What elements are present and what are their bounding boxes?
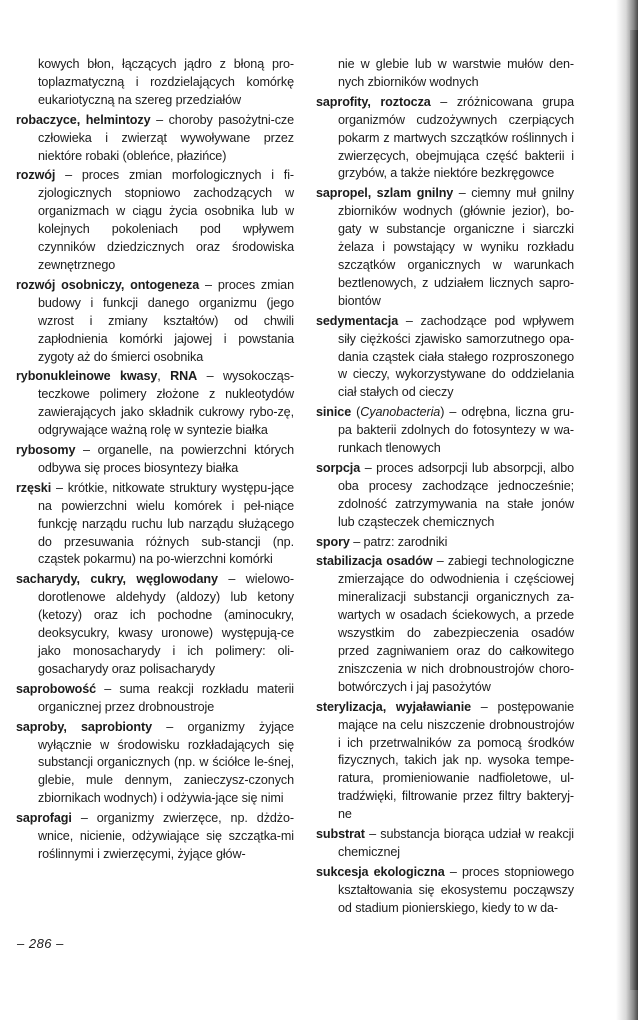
glossary-entry: kowych błon, łączących jądro z błoną pro-toplazmatyczną i rozdzielających komórkę eukariotyczną na szereg przedziałów xyxy=(38,57,294,107)
glossary-entry: sukcesja ekologiczna – proces stopniowego kształtowania się ekosystemu począwszy od stadium pionierskiego, kiedy to w da- xyxy=(316,864,574,915)
page-number: – 286 – xyxy=(17,936,64,951)
entry-term: sacharydy, cukry, węglowodany xyxy=(16,572,218,587)
entry-term: substrat xyxy=(316,827,365,842)
glossary-entry: sterylizacja, wyjaławianie – postępowanie mające na celu niszczenie drobnoustrojów i ich przetrwalników za pomocą środków fizycznych, takich jak np. wysoka tempe-ratura, promieniowanie nadfioletowe, ul-tradźwięki, filtrowanie przez filtry bakteryj-ne xyxy=(316,699,574,822)
entry-term-abbrev: RNA xyxy=(170,369,198,384)
glossary-entry: rozwój osobniczy, ontogeneza – proces zmian budowy i funkcji danego organizmu (jego wzrost i zmiany kształtów) od chwili zapłodnienia komórki jajowej i powstania zygoty aż do śmierci osobnika xyxy=(16,277,294,364)
book-spine-edge xyxy=(630,30,638,990)
entry-term: rozwój xyxy=(16,168,56,183)
entry-term: sorpcja xyxy=(316,460,361,475)
glossary-entry: substrat – substancja biorąca udział w reakcji chemicznej xyxy=(316,827,574,859)
entry-term: sedymentacja xyxy=(316,313,399,328)
entry-term: saprofagi xyxy=(16,811,72,826)
glossary-entry: rybosomy – organelle, na powierzchni których odbywa się proces biosyntezy białka xyxy=(16,443,294,475)
entry-term: rozwój osobniczy, ontogeneza xyxy=(16,277,200,292)
glossary-entry: sedymentacja – zachodzące pod wpływem siły ciężkości zjawisko samorzutnego opa-dania cząstek ciała stałego rozproszonego w cieczy, wykorzystywane do oddzielania ciał stałych od cieczy xyxy=(316,313,574,400)
entry-term: sterylizacja, wyjaławianie xyxy=(316,699,471,714)
entry-term: saprofity, roztocza xyxy=(316,94,431,109)
glossary-entry: saprofity, roztocza – zróżnicowana grupa organizmów cudzożywnych czerpiących pokarm z martwych szczątków roślinnych i zwierzęcych, obejmująca część bakterii i grzybów, a także niektóre bezkręgowce xyxy=(316,94,574,181)
entry-term: saprobowość xyxy=(16,681,97,696)
entry-term: robaczyce, helmintozy xyxy=(16,112,151,127)
entry-term: saproby, saprobionty xyxy=(16,719,152,734)
glossary-entry: saproby, saprobionty – organizmy żyjące wyłącznie w środowisku rozkładających się substancji organicznych (np. w ściółce le-śnej, glebie, mule dennym, zanieczysz-czonych zbiornikach wodnych) i odżywia-jące się nimi xyxy=(16,719,295,806)
glossary-entry: sapropel, szlam gnilny – ciemny muł gnilny zbiorników wodnych (głównie jezior), bo-gaty w substancje organiczne i siarczki żelaza i powstający w wyniku rozkładu szczątków organicznych w warunkach beztlenowych, z udziałem licznych sapro-biontów xyxy=(316,186,574,308)
glossary-entry: spory – patrz: zarodniki xyxy=(316,534,448,549)
left-column xyxy=(16,56,294,866)
glossary-entry: stabilizacja osadów – zabiegi technologiczne zmierzające do odwodnienia i częściowej mineralizacji substancji organicznych za-wartych w osadach ściekowych, a przede wszystkim do zabezpieczenia osadów przed zagniwaniem oraz do całkowitego zniszczenia w nich drobnoustrojów choro-botwórczych i jaj pasożytów xyxy=(316,554,574,694)
entry-term: stabilizacja osadów xyxy=(316,554,433,569)
entry-term: sapropel, szlam gnilny xyxy=(316,186,454,201)
glossary-entry: nie w glebie lub w warstwie mułów den-nych zbiorników wodnych xyxy=(338,57,574,89)
entry-term: sinice xyxy=(316,405,352,420)
glossary-entry: rozwój – proces zmian morfologicznych i fi-zjologicznych stopniowo zachodzących w organizmach w ciągu życia osobnika lub w kolejnych pokoleniach pod wpływem czynników dziedzicznych oraz środowiska zewnętrznego xyxy=(16,168,294,272)
glossary-entry: rybonukleinowe kwasy, RNA – wysokocząs-teczkowe polimery złożone z nukleotydów zawierających jako składnik cukrowy rybo-zę, odgrywające ważną rolę w syntezie białka xyxy=(16,369,294,438)
glossary-entry: sorpcja – proces adsorpcji lub absorpcji, albo oba procesy zachodzące jednocześnie; zdolność zatrzymywania na stałe jonów lub cząsteczek chemicznych xyxy=(316,460,574,529)
glossary-entry: robaczyce, helmintozy – choroby pasożytni-cze człowieka i zwierząt wywoływane przez niektóre robaki (obleńce, płazińce) xyxy=(16,112,294,163)
right-column xyxy=(316,56,574,920)
entry-term: rybosomy xyxy=(16,443,76,458)
glossary-entry: saprofagi – organizmy zwierzęce, np. dżdżo-wnice, nicienie, odżywiające się szczątka-mi roślinnymi i zwierzęcymi, żyjące głów- xyxy=(16,811,294,861)
glossary-entry: rzęski – krótkie, nitkowate struktury występu-jące na powierzchni wielu komórek i peł-niące funkcję narządu ruchu lub narządu służącego do przesuwania różnych sub-stancji (np. cząstek pokarmu) na po-wierzchni komórki xyxy=(16,480,294,567)
entry-term: sukcesja ekologiczna xyxy=(316,864,445,879)
glossary-entry: sinice (Cyanobacteria) – odrębna, liczna gru-pa bakterii zdolnych do fotosyntezy w wa-runkach tlenowych xyxy=(316,405,574,456)
entry-latin-name: Cyanobacteria xyxy=(360,405,441,420)
entry-term: spory xyxy=(316,534,350,549)
entry-term: rybonukleinowe kwasy xyxy=(16,369,158,384)
glossary-entry: sacharydy, cukry, węglowodany – wielowo-dorotlenowe aldehydy (aldozy) lub ketony (ketozy) oraz ich pochodne (aminocukry, deoksycukry, kwasy uronowe) występują-ce jako monosacharydy i ich polimery: oli-gosacharydy oraz polisacharydy xyxy=(16,572,294,676)
entry-term: rzęski xyxy=(16,480,52,495)
glossary-entry: saprobowość – suma reakcji rozkładu materii organicznej przez drobnoustroje xyxy=(16,681,294,714)
